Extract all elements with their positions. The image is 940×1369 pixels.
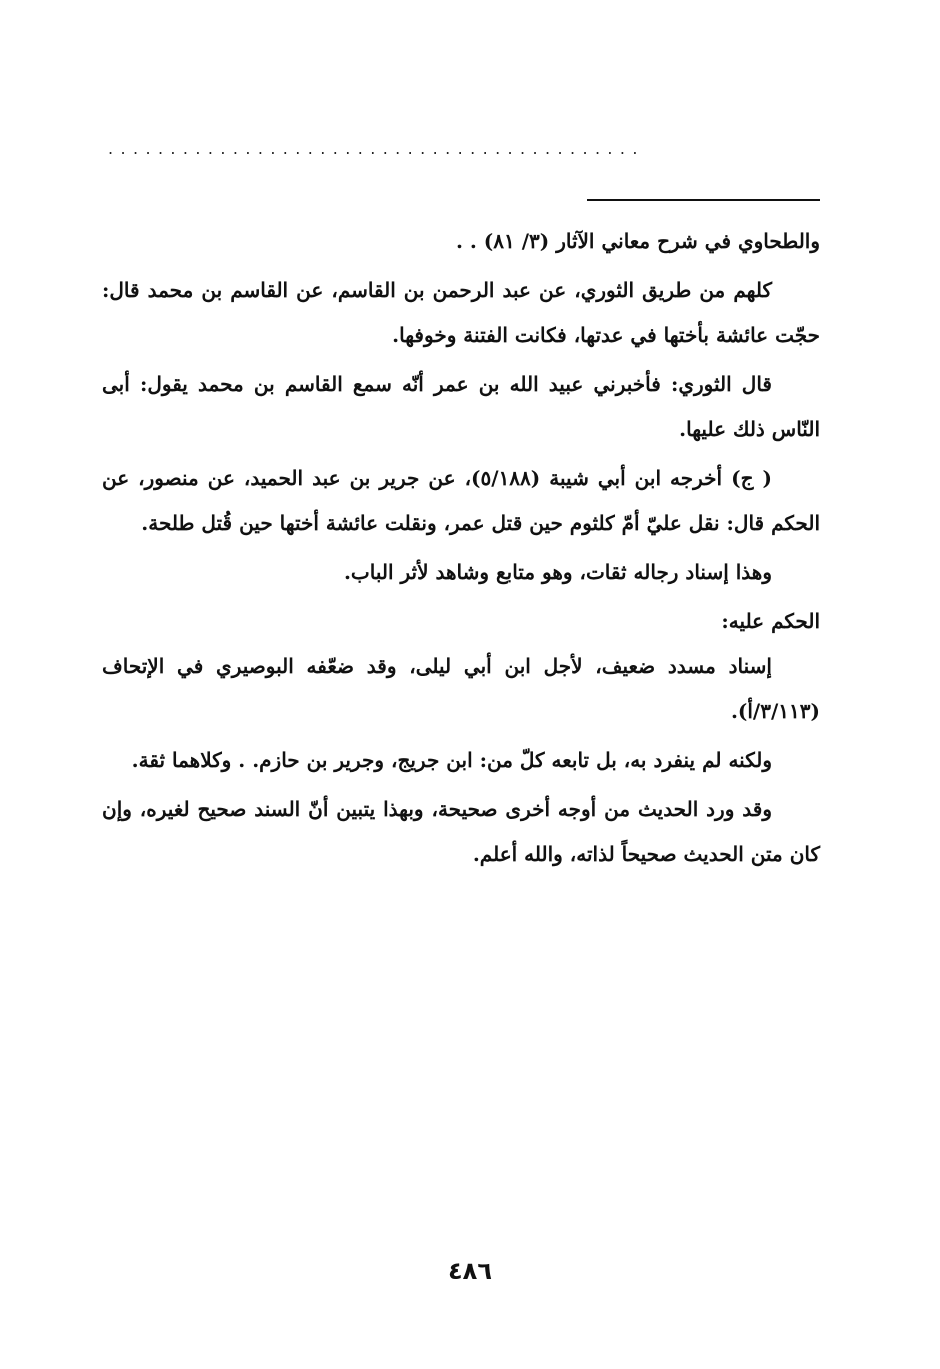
section-heading-ruling: الحكم عليه: [721, 609, 820, 633]
paragraph-thawri-route: كلهم من طريق الثوري، عن عبد الرحمن بن القاسم، عن القاسم بن محمد قال: حجّت عائشة بأختها في عدتها، فكانت الفتنة وخوفها. [102, 278, 820, 347]
dotted-separator: ........................................... [108, 142, 645, 156]
paragraph-isnad-note: وهذا إسناد رجاله ثقات، وهو متابع وشاهد لأثر الباب. [343, 560, 772, 584]
page-number: ٤٨٦ [448, 1257, 492, 1285]
text-line-tahawi: والطحاوي في شرح معاني الآثار (٣/ ٨١) . . [455, 229, 820, 253]
paragraph-conclusion: وقد ورد الحديث من أوجه أخرى صحيحة، وبهذا يتبين أنّ السند صحيح لغيره، وإن كان متن الحديث صحيحاً لذاته، والله أعلم. [102, 797, 820, 866]
paragraph-musaddad-weak: إسناد مسدد ضعيف، لأجل ابن أبي ليلى، وقد ضعّفه البوصيري في الإتحاف (٣/١١٣/أ). [102, 654, 820, 723]
footnote-rule [587, 199, 820, 201]
paragraph-ibn-abi-shaybah: ( ج) أخرجه ابن أبي شيبة (٥/١٨٨)، عن جرير بن عبد الحميد، عن منصور، عن الحكم قال: نقل عليّ أمّ كلثوم حين قتل عمر، ونقلت عائشة أختها حين قُتل طلحة. [102, 466, 820, 535]
paragraph-thawri-statement: قال الثوري: فأخبرني عبيد الله بن عمر أنّه سمع القاسم بن محمد يقول: أبى النّاس ذلك عليها. [102, 372, 820, 441]
paragraph-corroboration: ولكنه لم ينفرد به، بل تابعه كلّ من: ابن جريج، وجرير بن حازم. . وكلاهما ثقة. [131, 748, 772, 772]
page-body [102, 219, 820, 881]
